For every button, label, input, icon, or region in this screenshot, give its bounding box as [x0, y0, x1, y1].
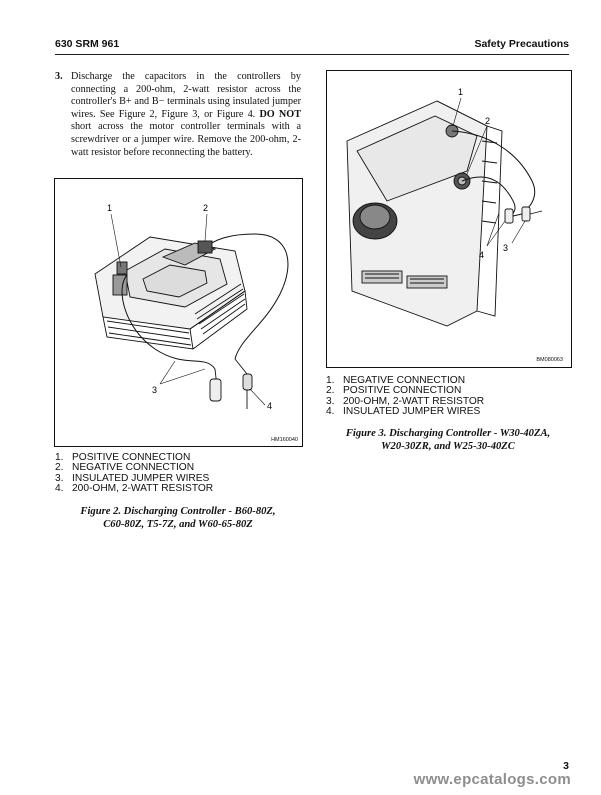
figure-3-legend: [326, 376, 484, 418]
legend-item: 3. 200-OHM, 2-WATT RESISTOR: [326, 395, 485, 407]
legend-item: 2. NEGATIVE CONNECTION: [55, 462, 195, 474]
step-text-before: Discharge the capacitors in the controllers by connecting a 200-ohm, 2-watt resistor across the controller's B+ and B− terminals using insulated jumper wires. See Figure 2, Figure 3, or Figure 4.: [71, 71, 301, 120]
fig3-callout-3: 3: [503, 243, 509, 253]
figure-2-caption: Figure 2. Discharging Controller - B60-80Z, C60-80Z, T5-7Z, and W60-65-80Z: [80, 506, 276, 530]
fig3-callout-1: 1: [458, 87, 464, 97]
header-doc-id: 630 SRM 961: [55, 38, 120, 50]
watermark-link[interactable]: www.epcatalogs.com: [413, 771, 571, 788]
figure-3-drawing: [327, 71, 571, 367]
figure-3-code: BM080063: [536, 357, 563, 363]
fig3-callout-4: 4: [479, 250, 485, 260]
step-text-after: short across the motor controller terminals with a screwdriver or a jumper wire. Remove the 200-ohm, 2-watt resistor before reconnecting the battery.: [71, 121, 301, 158]
legend-item: 2. POSITIVE CONNECTION: [326, 385, 462, 397]
legend-item: 1. NEGATIVE CONNECTION: [326, 375, 466, 386]
fig3-callout-2: 2: [485, 116, 491, 126]
step-text: [71, 71, 301, 159]
legend-item: 4. 200-OHM, 2-WATT RESISTOR: [55, 483, 214, 495]
legend-item: 1. POSITIVE CONNECTION: [55, 452, 191, 463]
fig2-callout-4: 4: [267, 401, 273, 411]
step-emphasis: DO NOT: [259, 108, 302, 120]
legend-item: 3. INSULATED JUMPER WIRES: [55, 472, 210, 484]
step-3-paragraph: [55, 71, 301, 159]
header-rule: [55, 54, 569, 55]
page-number: 3: [563, 760, 569, 772]
figure-2-illustration: [54, 178, 303, 447]
fig2-callout-2: 2: [203, 203, 209, 213]
legend-item: 4. INSULATED JUMPER WIRES: [326, 406, 481, 418]
figure-2-code: HM160040: [271, 437, 298, 443]
figure-3-caption: Figure 3. Discharging Controller - W30-40ZA, W20-30ZR, and W25-30-40ZC: [345, 428, 551, 452]
figure-3-illustration: [326, 70, 572, 368]
step-number: 3.: [55, 71, 63, 82]
fig2-callout-1: 1: [107, 203, 113, 213]
figure-2-drawing: [55, 179, 302, 446]
figure-2-legend: [55, 453, 213, 495]
header-section-title: Safety Precautions: [474, 38, 569, 50]
fig2-callout-3: 3: [152, 385, 158, 395]
